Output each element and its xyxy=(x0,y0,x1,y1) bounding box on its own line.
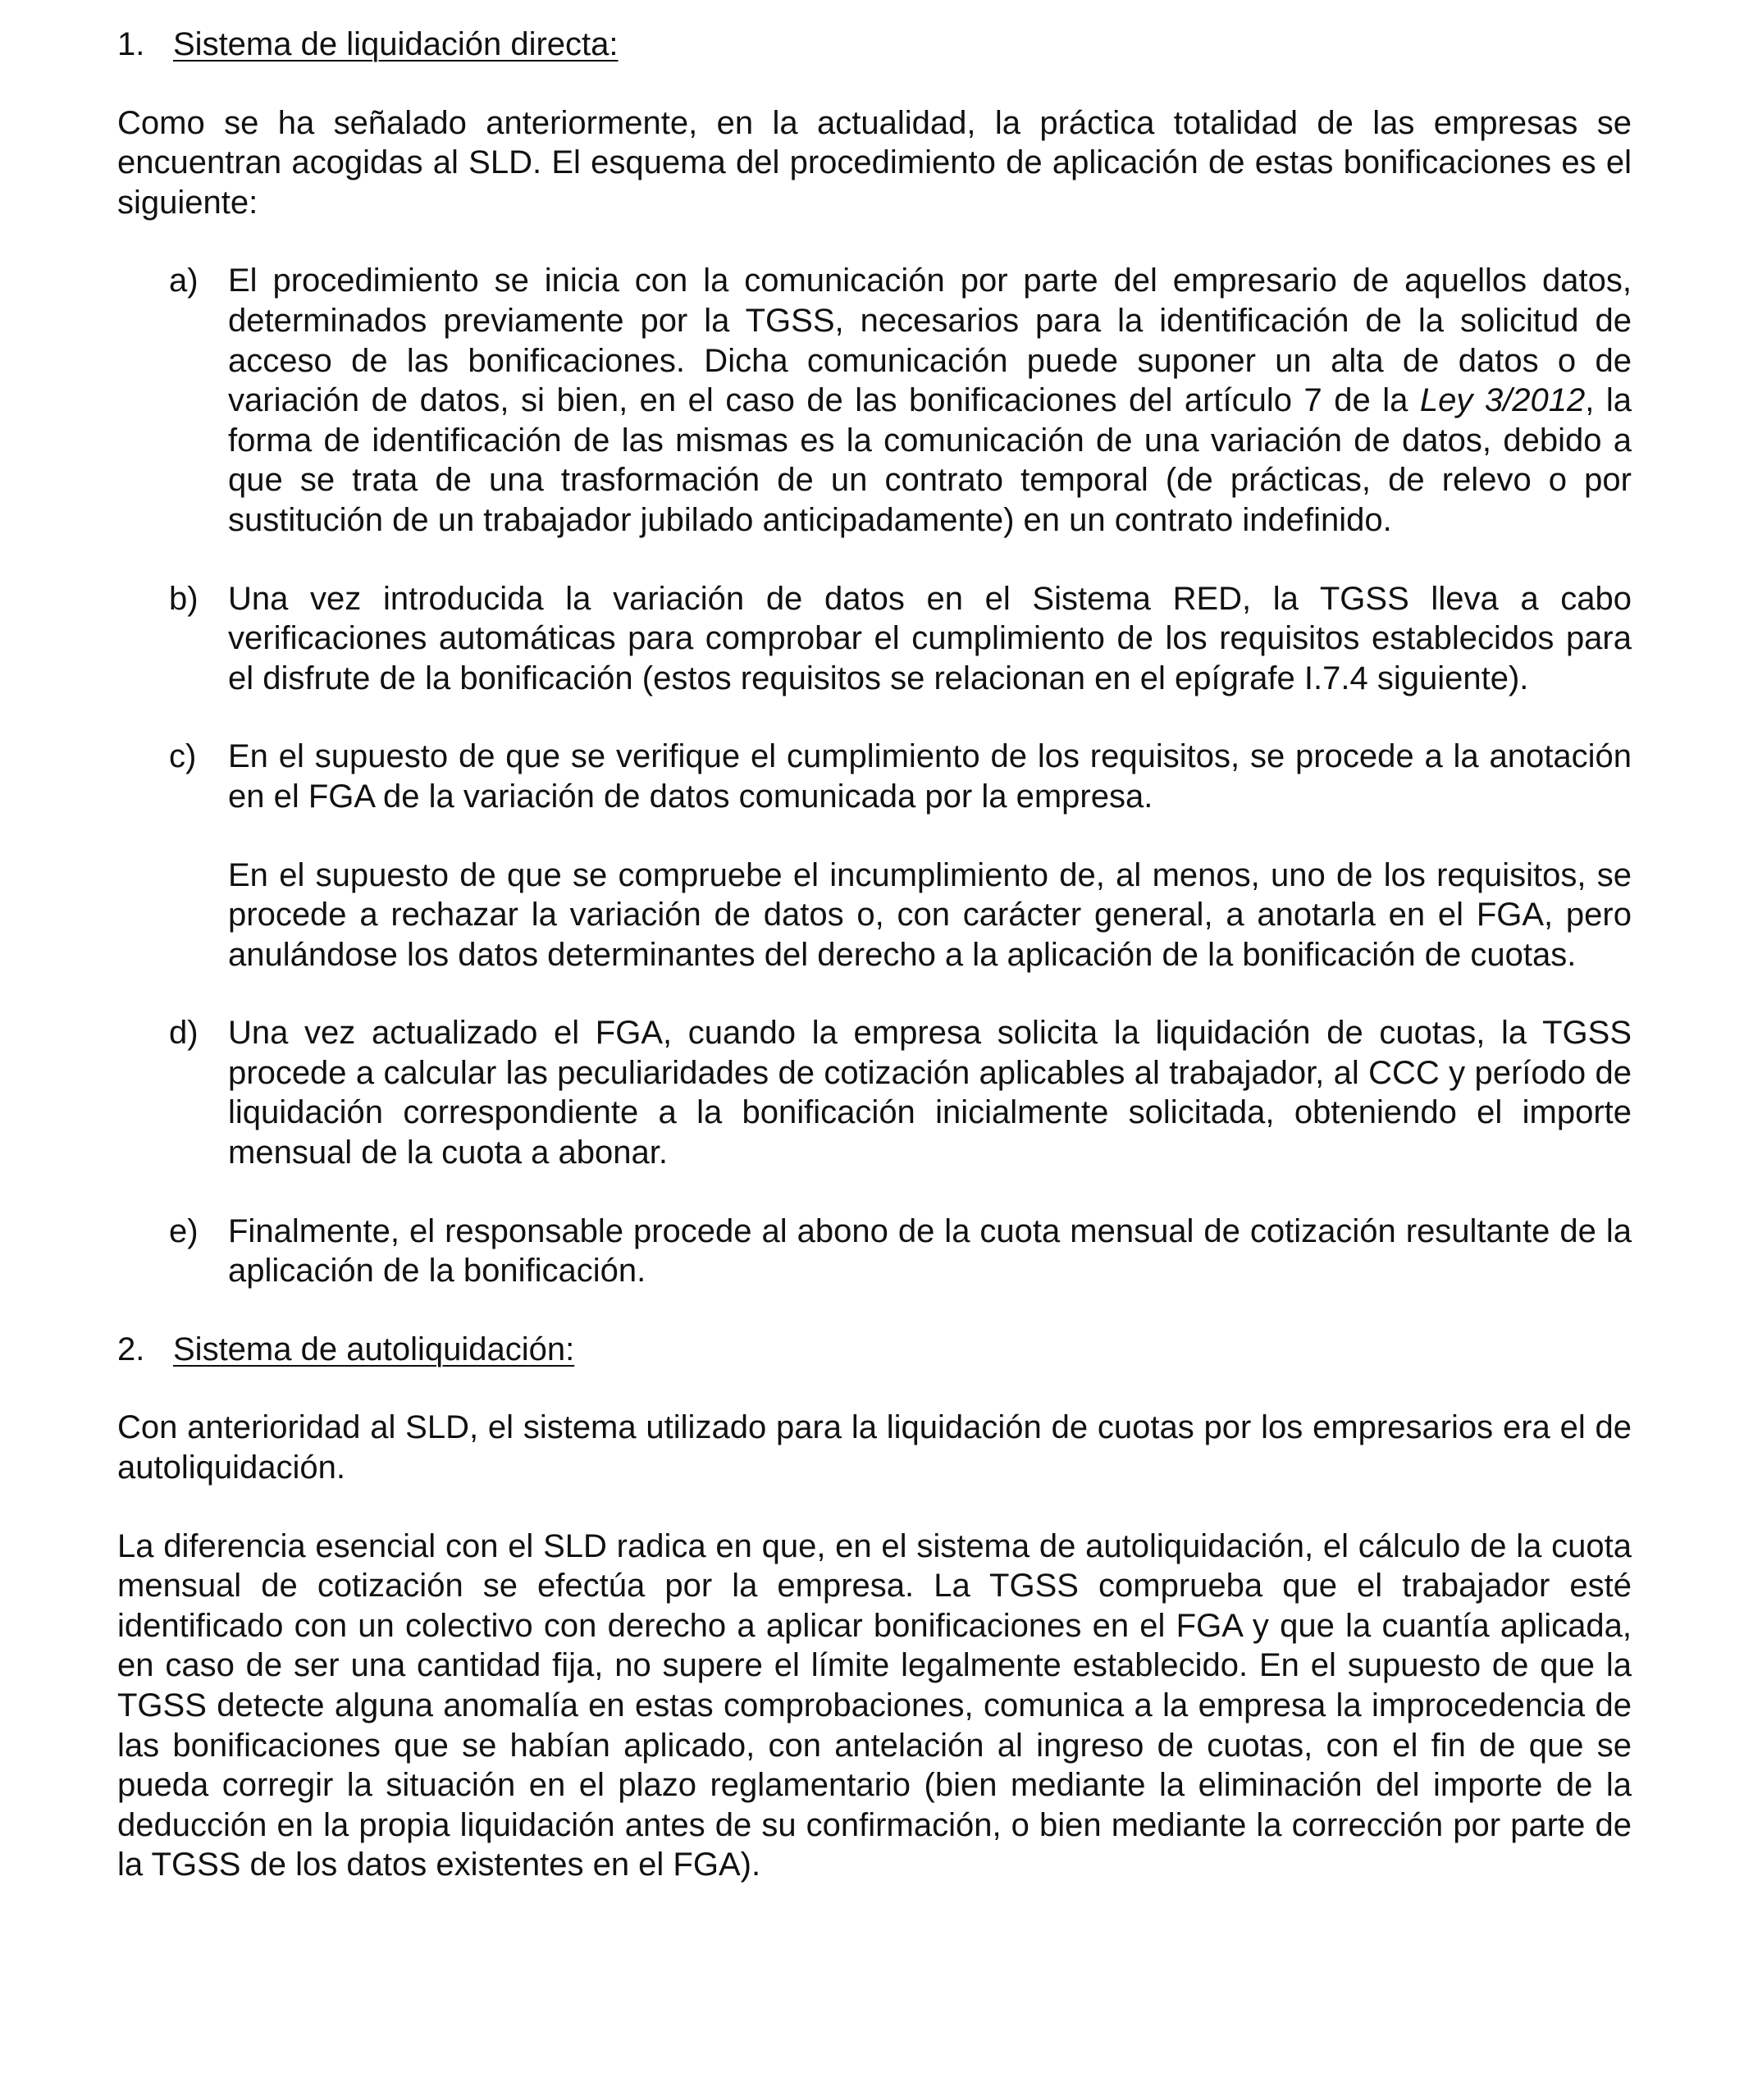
law-reference: Ley 3/2012 xyxy=(1419,382,1586,419)
document-page xyxy=(117,25,1632,1885)
section-1-intro: Como se ha señalado anteriormente, en la actualidad, la práctica totalidad de las empresas se encuentran acogidas al SLD. El esquema del procedimiento de aplicación de estas bonificaciones es el siguiente: xyxy=(117,104,1632,221)
list-item-d xyxy=(169,1013,1632,1172)
section-2-paragraph-1: Con anterioridad al SLD, el sistema utilizado para la liquidación de cuotas por los empresarios era el de autoliquidación. xyxy=(117,1409,1632,1486)
section-2-title: Sistema de autoliquidación: xyxy=(173,1331,575,1367)
list-item-text: Una vez actualizado el FGA, cuando la empresa solicita la liquidación de cuotas, la TGSS procede a calcular las peculiaridades de cotización aplicables al trabajador, al CCC y período de liquidación correspondiente a la bonificación inicialmente solicitada, obteniendo el importe mensual de la cuota a abonar. xyxy=(228,1015,1632,1171)
list-item-text: En el supuesto de que se verifique el cumplimiento de los requisitos, se procede a la anotación en el FGA de la variación de datos comunicada por la empresa. xyxy=(228,738,1632,815)
section-1-heading xyxy=(117,25,1632,65)
list-item-label: a) xyxy=(169,262,199,299)
section-1-number: 1. xyxy=(117,26,145,62)
list-item-e xyxy=(169,1212,1632,1291)
list-item-a xyxy=(169,261,1632,540)
list-item-text: Finalmente, el responsable procede al abono de la cuota mensual de cotización resultante de la aplicación de la bonificación. xyxy=(228,1212,1632,1290)
section-2-heading xyxy=(117,1330,1632,1370)
list-item-text: El procedimiento se inicia con la comunicación por parte del empresario de aquellos datos, determinados previamente por la TGSS, necesarios para la identificación de la solicitud de acceso de las bonificaciones. Dicha comunicación puede suponer un alta de datos o de variación de datos, si bien, en el caso de las bonificaciones del artículo 7 de la Ley 3/2012, la forma de identificación de las mismas es la comunicación de una variación de datos, debido a que se trata de una trasformación de un contrato temporal (de prácticas, de relevo o por sustitución de un trabajador jubilado anticipadamente) en un contrato indefinido. xyxy=(228,262,1632,538)
list-item-label: d) xyxy=(169,1015,199,1052)
list-item-b xyxy=(169,579,1632,699)
section-2-number: 2. xyxy=(117,1331,145,1367)
list-item-label: b) xyxy=(169,580,199,617)
list-item-label: c) xyxy=(169,738,197,775)
section-1-title: Sistema de liquidación directa: xyxy=(173,26,619,62)
list-item-text: Una vez introducida la variación de datos en el Sistema RED, la TGSS lleva a cabo verificaciones automáticas para comprobar el cumplimiento de los requisitos establecidos para el disfrute de la bonificación (estos requisitos se relacionan en el epígrafe I.7.4 siguiente). xyxy=(228,580,1632,696)
list-item-c xyxy=(169,737,1632,975)
procedure-list xyxy=(169,261,1632,1290)
section-2-paragraph-2: La diferencia esencial con el SLD radica en que, en el sistema de autoliquidación, el cálculo de la cuota mensual de cotización se efectúa por la empresa. La TGSS comprueba que el trabajador esté identificado con un colectivo con derecho a aplicar bonificaciones en el FGA y que la cuantía aplicada, en caso de ser una cantidad fija, no supere el límite legalmente establecido. En el supuesto de que la TGSS detecte alguna anomalía en estas comprobaciones, comunica a la empresa la improcedencia de las bonificaciones que se habían aplicado, con antelación al ingreso de cuotas, con el fin de que se pueda corregir la situación en el plazo reglamentario (bien mediante la eliminación del importe de la deducción en la propia liquidación antes de su confirmación, o bien mediante la corrección por parte de la TGSS de los datos existentes en el FGA). xyxy=(117,1527,1632,1883)
list-item-label: e) xyxy=(169,1212,199,1249)
list-item-subparagraph: En el supuesto de que se compruebe el incumplimiento de, al menos, uno de los requisitos, se procede a rechazar la variación de datos o, con carácter general, a anotarla en el FGA, pero anulándose los datos determinantes del derecho a la aplicación de la bonificación de cuotas. xyxy=(228,856,1632,973)
